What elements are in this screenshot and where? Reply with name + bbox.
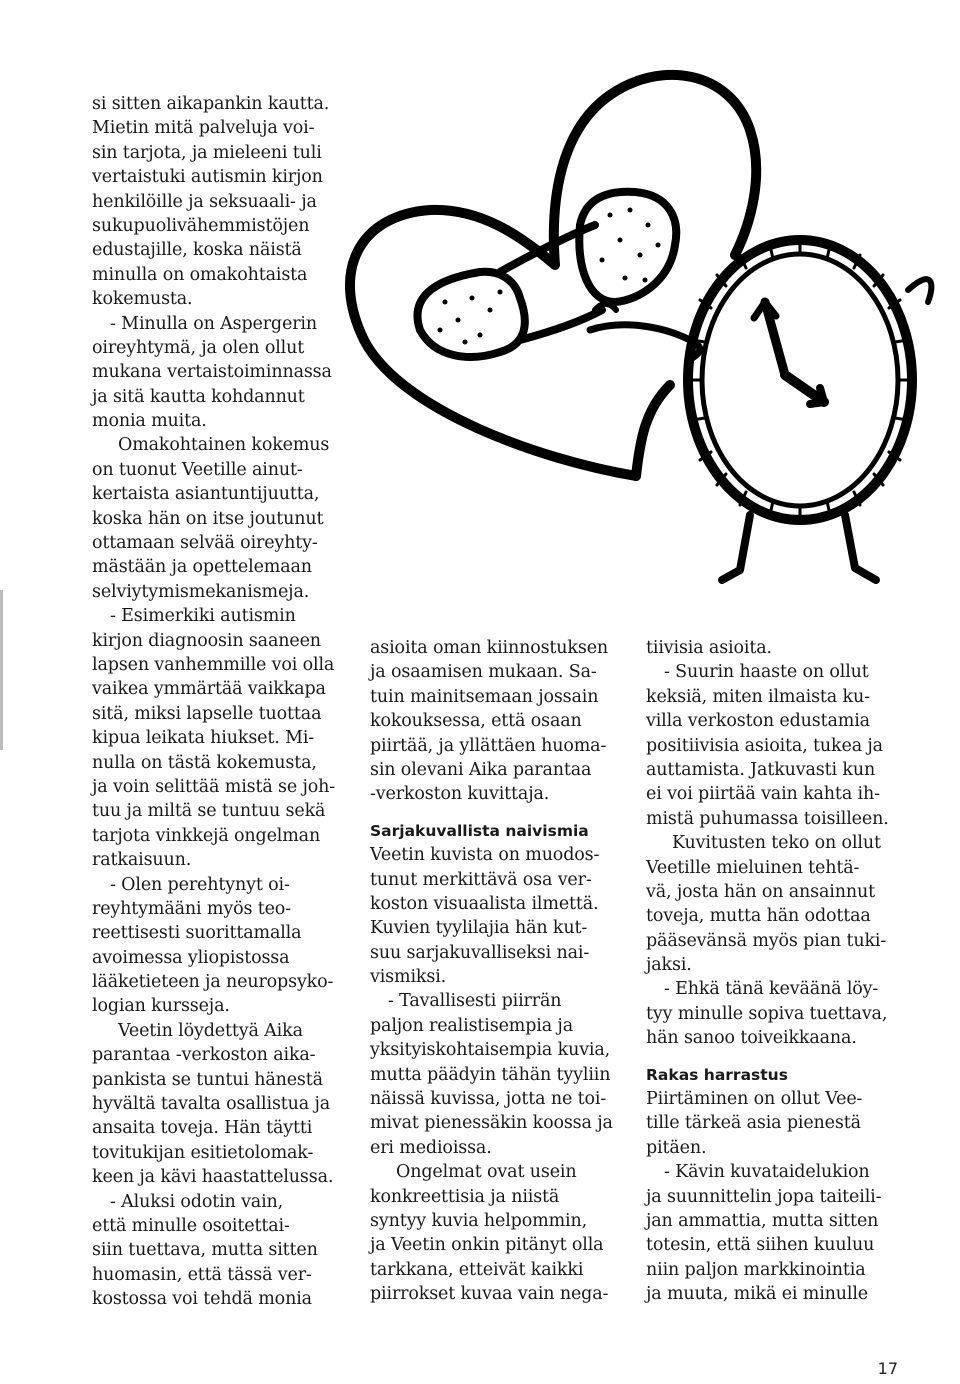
text-line: näissä kuvissa, jotta ne toi- <box>370 1089 607 1110</box>
text-line: minulla on omakohtaista <box>92 264 308 285</box>
subheading-rakas-harrastus: Rakas harrastus <box>646 1065 788 1084</box>
text-line: si sitten aikapankin kautta. <box>92 94 330 114</box>
text-line: -verkoston kuvittaja. <box>370 784 550 805</box>
text-line: kokemusta. <box>92 289 193 310</box>
text-line: sin olevani Aika parantaa <box>370 759 592 780</box>
text-line: lääketieteen ja neuropsyko- <box>92 972 334 993</box>
text-line: piirtää, ja yllättäen huoma- <box>370 735 607 756</box>
text-line: vismiksi. <box>370 967 447 988</box>
spacer <box>370 807 632 819</box>
text-line: piirrokset kuvaa vain nega- <box>370 1284 609 1305</box>
text-line: - Kävin kuvataidelukion <box>664 1162 870 1183</box>
text-line: villa verkoston edustamia <box>646 711 870 732</box>
text-line: Kuvien tyylilajia hän kut- <box>370 918 588 939</box>
text-line: Omakohtainen kokemus <box>118 435 330 456</box>
text-line: kipua leikata hiukset. Mi- <box>92 728 315 749</box>
text-line: parantaa -verkoston aika- <box>92 1045 316 1066</box>
text-line: kostossa voi tehdä monia <box>92 1289 312 1310</box>
text-line: tiivisia asioita. <box>646 638 772 658</box>
text-line: henkilöille ja seksuaali- ja <box>92 191 317 212</box>
illustration <box>340 40 940 620</box>
text-line: Ongelmat ovat usein <box>396 1162 577 1183</box>
text-line: - Ehkä tänä keväänä löy- <box>664 979 879 1000</box>
text-line: selviytymismekanismeja. <box>92 581 310 602</box>
article-column-2 <box>370 636 632 1307</box>
text-line: Veetin kuvista on muodos- <box>370 845 600 866</box>
article-column-1 <box>92 92 354 1312</box>
text-line: oireyhtymä, ja olen ollut <box>92 337 305 358</box>
text-line: jaksi. <box>646 955 692 976</box>
text-line: koska hän on itse joutunut <box>92 508 324 529</box>
text-line: pankista se tuntui hänestä <box>92 1069 323 1090</box>
text-line: Mietin mitä palveluja voi- <box>92 118 315 139</box>
text-line: paljon realistisempia ja <box>370 1015 573 1036</box>
text-line: että minulle osoitettai- <box>92 1215 290 1236</box>
text-line: ratkaisuun. <box>92 850 192 871</box>
text-line: kirjon diagnoosin saaneen <box>92 630 321 651</box>
text-line: lapsen vanhemmille voi olla <box>92 654 335 675</box>
text-line: asioita oman kiinnostuksen <box>370 638 609 658</box>
text-line: mistä puhumassa toisilleen. <box>646 808 889 829</box>
text-line: mästään ja opettelemaan <box>92 557 312 578</box>
text-line: ja osaamisen mukaan. Sa- <box>370 662 597 683</box>
text-line: ja sitä kautta kohdannut <box>92 386 305 407</box>
text-line: vaikea ymmärtää vaikkapa <box>92 679 326 700</box>
text-line: avoimessa yliopistossa <box>92 947 290 968</box>
text-line: toveja, mutta hän odottaa <box>646 906 871 927</box>
text-line: mivat pienessäkin koossa ja <box>370 1113 613 1134</box>
text-line: jan ammattia, mutta sitten <box>646 1210 879 1231</box>
text-line: koston visuaalista ilmettä. <box>370 893 599 914</box>
text-line: tuu ja miltä se tuntuu sekä <box>92 801 326 822</box>
text-line: tyy minulle sopiva tuettava, <box>646 1003 888 1024</box>
text-line: ja muuta, mikä ei minulle <box>646 1284 868 1305</box>
text-line: niin paljon markkinointia <box>646 1259 866 1280</box>
text-line: monia muita. <box>92 411 207 432</box>
text-line: Kuvitusten teko on ollut <box>672 833 881 854</box>
text-line: ja Veetin onkin pitänyt olla <box>370 1235 604 1256</box>
text-line: huomasin, että tässä ver- <box>92 1264 312 1285</box>
text-line: on tuonut Veetille ainut- <box>92 459 303 480</box>
text-line: syntyy kuvia helpommin, <box>370 1210 587 1231</box>
text-line: Veetille mieluinen tehtä- <box>646 857 860 878</box>
text-line: hyvältä tavalta osallistua ja <box>92 1094 331 1115</box>
text-line: - Olen perehtynyt oi- <box>110 874 290 895</box>
text-line: kertaista asiantuntijuutta, <box>92 484 320 505</box>
text-line: Piirtäminen on ollut Vee- <box>646 1089 863 1110</box>
text-line: positiivisia asioita, tukea ja <box>646 735 883 756</box>
text-line: konkreettisia ja niistä <box>370 1186 560 1207</box>
text-line: nulla on tästä kokemusta, <box>92 752 317 773</box>
text-line: pääsevänsä myös pian tuki- <box>646 930 887 951</box>
spacer <box>646 1051 908 1063</box>
text-line: tovitukijan esitietolomak- <box>92 1142 314 1163</box>
text-line: ja voin selittää mistä se joh- <box>92 776 336 797</box>
text-line: - Suurin haaste on ollut <box>664 662 869 683</box>
text-line: Veetin löydettyä Aika <box>118 1020 303 1041</box>
text-line: - Minulla on Aspergerin <box>110 313 317 334</box>
text-line: tunut merkittävä osa ver- <box>370 869 592 890</box>
text-line: reyhtymääni myös teo- <box>92 898 291 919</box>
subheading-sarjakuvallista: Sarjakuvallista naivismia <box>370 821 589 840</box>
text-line: vä, josta hän on ansainnut <box>646 881 875 902</box>
text-line: yksityiskohtaisempia kuvia, <box>370 1040 611 1061</box>
text-line: keksiä, miten ilmaista ku- <box>646 686 870 707</box>
text-line: totesin, että siihen kuuluu <box>646 1235 875 1256</box>
text-line: sin tarjota, ja mieleeni tuli <box>92 142 322 163</box>
text-line: reettisesti suorittamalla <box>92 923 302 944</box>
text-line: siin tuettava, mutta sitten <box>92 1240 318 1261</box>
text-line: sukupuolivähemmistöjen <box>92 215 310 236</box>
text-line: tuin mainitsemaan jossain <box>370 686 599 707</box>
text-line: eri medioissa. <box>370 1137 492 1158</box>
text-line: tille tärkeä asia pienestä <box>646 1113 861 1134</box>
text-line: tarkkana, etteivät kaikki <box>370 1259 584 1280</box>
clock-character-icon <box>688 240 931 580</box>
text-line: mutta päädyin tähän tyyliin <box>370 1064 611 1085</box>
article-column-3 <box>646 636 908 1307</box>
text-line: ansaita toveja. Hän täytti <box>92 1118 313 1139</box>
text-line: vertaistuki autismin kirjon <box>92 167 323 188</box>
page-edge-mark <box>0 590 3 750</box>
text-line: edustajille, koska näistä <box>92 240 302 261</box>
text-line: - Aluksi odotin vain, <box>110 1191 284 1212</box>
text-line: keen ja kävi haastattelussa. <box>92 1167 334 1188</box>
text-line: logian kursseja. <box>92 996 230 1017</box>
text-line: kokouksessa, että osaan <box>370 711 582 732</box>
text-line: - Esimerkiki autismin <box>110 606 296 627</box>
text-line: tarjota vinkkejä ongelman <box>92 825 321 846</box>
text-line: mukana vertaistoiminnassa <box>92 362 332 383</box>
text-line: ja suunnittelin jopa taiteili- <box>646 1186 882 1207</box>
text-line: pitäen. <box>646 1137 707 1158</box>
text-line: ei voi piirtää vain kahta ih- <box>646 784 880 805</box>
page-number: 17 <box>877 1359 898 1378</box>
text-line: - Tavallisesti piirrän <box>388 991 562 1012</box>
text-line: hän sanoo toiveikkaana. <box>646 1028 857 1049</box>
text-line: suu sarjakuvalliseksi nai- <box>370 942 590 963</box>
text-line: ottamaan selvää oireyhty- <box>92 533 318 554</box>
text-line: sitä, miksi lapselle tuottaa <box>92 703 322 724</box>
text-line: auttamista. Jatkuvasti kun <box>646 759 876 780</box>
